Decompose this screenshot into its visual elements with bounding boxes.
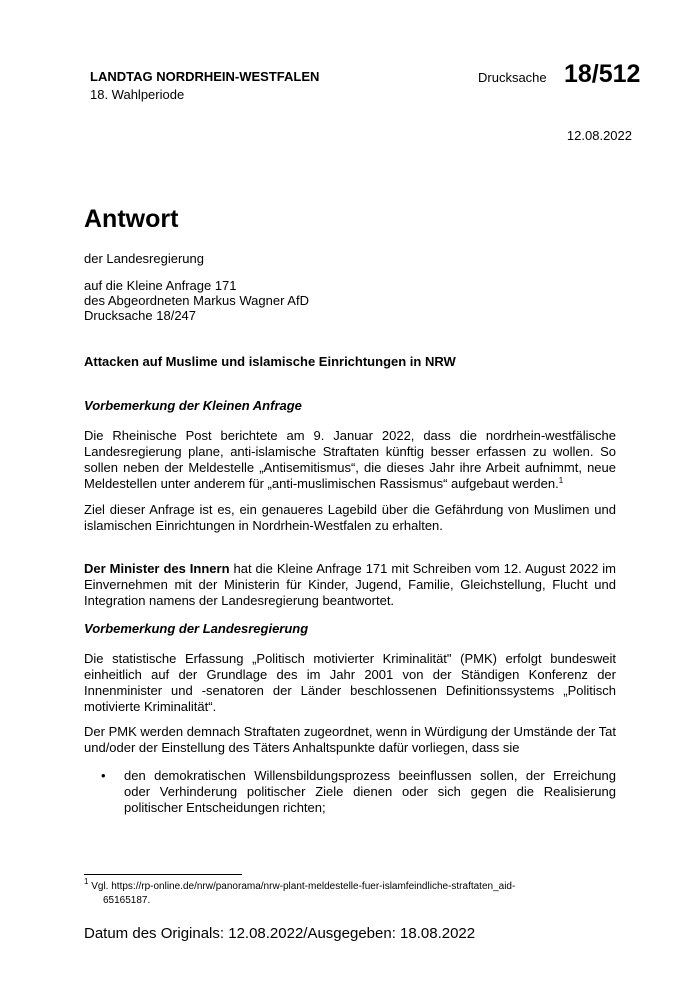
bullet-item-1: den demokratischen Willensbildungsprozess beeinflussen sollen, der Erreichung oder Verhinderung politischer Ziele dienen oder sich gegen die Realisierung politischer Entscheidungen richten; — [124, 768, 616, 815]
document-title: Antwort — [84, 205, 179, 233]
document-date: 12.08.2022 — [566, 128, 632, 143]
footnote-marker: 1 — [84, 877, 89, 886]
footnote-ref: 1 — [558, 476, 564, 485]
parliament-name: LANDTAG NORDRHEIN-WESTFALEN — [90, 69, 320, 84]
drucksache-label: Drucksache — [478, 70, 547, 85]
footnote-continuation: 65165187. — [103, 895, 151, 906]
deputy-name: des Abgeordneten Markus Wagner AfD — [84, 293, 309, 308]
subject-heading: Attacken auf Muslime und islamische Einrichtungen in NRW — [84, 354, 456, 369]
issuer: der Landesregierung — [84, 251, 204, 266]
prelim-inquiry-paragraph-1: Die Rheinische Post berichtete am 9. Januar 2022, dass die nordrhein-westfälische Landesregierung plane, anti-islamische Straftaten künftig besser erfassen zu wollen. So sollen neben der Meldestelle „Antisemitismus“, die dieses Jahr ihre Arbeit aufnimmt, neue Meldestellen unter anderem für „anti-muslimischen Rassismus“ aufgebaut werden.$^1$ — [84, 428, 616, 491]
bullet-marker: • — [101, 768, 106, 783]
print-reference: Drucksache 18/247 — [84, 308, 197, 323]
footer-dates: Datum des Originals: 12.08.2022/Ausgegeben: 18.08.2022 — [84, 925, 476, 942]
inquiry-reference: auf die Kleine Anfrage 171 — [84, 278, 237, 293]
prelim-inquiry-paragraph-2: Ziel dieser Anfrage ist es, ein genaueres Lagebild über die Gefährdung von Muslimen und islamischen Einrichtungen in Nordrhein-Westfalen zu erhalten. — [84, 502, 616, 533]
drucksache-number: 18/512 — [564, 60, 641, 88]
prelim-gov-heading: Vorbemerkung der Landesregierung — [84, 621, 309, 636]
minister-paragraph: Der Minister des Innern hat die Kleine Anfrage 171 mit Schreiben vom 12. August 2022 im Einvernehmen mit der Ministerin für Kinder, Jugend, Familie, Gleichstellung, Flucht und Integration namens der Landesregierung beantwortet. — [84, 561, 617, 608]
prelim-inquiry-heading: Vorbemerkung der Kleinen Anfrage — [84, 398, 302, 413]
footnote: $^1$ Vgl. https://rp-online.de/nrw/panorama/nrw-plant-meldestelle-fuer-islamfeindliche-straftaten_aid- 65165187. — [84, 880, 624, 908]
prelim-gov-paragraph-1: Die statistische Erfassung „Politisch motivierter Kriminalität" (PMK) erfolgt bundesweit einheitlich auf der Grundlage des im Jahr 2001 von der Ständigen Konferenz der Innenminister und -senatoren der Länder beschlossenen Definitionssystems „Politisch motivierte Kriminalität“. — [84, 651, 616, 714]
footnote-divider — [84, 874, 242, 875]
legislative-period: 18. Wahlperiode — [90, 87, 185, 102]
prelim-gov-paragraph-2: Der PMK werden demnach Straftaten zugeordnet, wenn in Würdigung der Umstände der Tat und/oder der Einstellung des Täters Anhaltspunkte dafür vorliegen, dass sie — [84, 724, 616, 755]
